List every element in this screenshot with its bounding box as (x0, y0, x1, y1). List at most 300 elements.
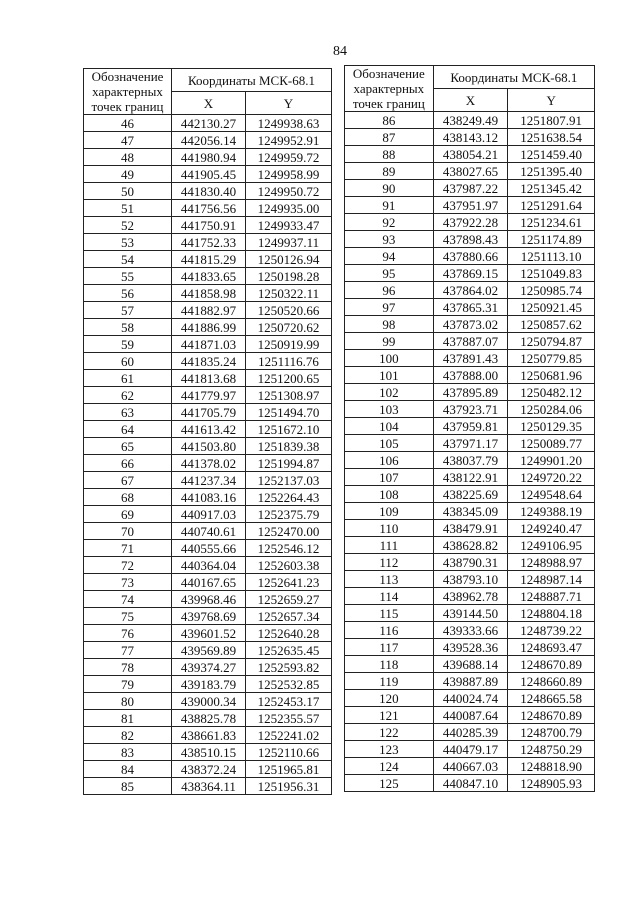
point-number-cell: 67 (84, 472, 172, 489)
y-coordinate-cell: 1248693.47 (508, 639, 595, 656)
point-number-cell: 47 (84, 132, 172, 149)
table-row (345, 707, 595, 724)
table-row (345, 197, 595, 214)
y-coordinate-cell: 1252241.02 (246, 727, 332, 744)
table-row (345, 299, 595, 316)
y-coordinate-cell: 1252593.82 (246, 659, 332, 676)
y-coordinate-cell: 1252546.12 (246, 540, 332, 557)
point-number-cell: 105 (345, 435, 434, 452)
point-header: Обозначение характерных точек границ (84, 69, 172, 115)
table-row (345, 503, 595, 520)
y-coordinate-cell: 1252264.43 (246, 489, 332, 506)
y-coordinate-cell: 1250129.35 (508, 418, 595, 435)
table-row (84, 778, 332, 795)
y-coordinate-cell: 1251839.38 (246, 438, 332, 455)
point-number-cell: 69 (84, 506, 172, 523)
coordinates-table-left (83, 68, 332, 795)
y-coordinate-cell: 1251672.10 (246, 421, 332, 438)
point-number-cell: 96 (345, 282, 434, 299)
point-number-cell: 70 (84, 523, 172, 540)
table-row (84, 438, 332, 455)
x-coordinate-cell: 438790.31 (433, 554, 508, 571)
x-coordinate-cell: 437987.22 (433, 180, 508, 197)
x-coordinate-cell: 441779.97 (172, 387, 246, 404)
table-row (345, 214, 595, 231)
point-number-cell: 90 (345, 180, 434, 197)
table-row (345, 571, 595, 588)
y-coordinate-cell: 1248818.90 (508, 758, 595, 775)
x-coordinate-cell: 437951.97 (433, 197, 508, 214)
y-coordinate-cell: 1251807.91 (508, 112, 595, 129)
x-coordinate-cell: 441378.02 (172, 455, 246, 472)
x-coordinate-cell: 440167.65 (172, 574, 246, 591)
table-row (345, 163, 595, 180)
point-number-cell: 113 (345, 571, 434, 588)
y-coordinate-cell: 1251638.54 (508, 129, 595, 146)
table-row (345, 758, 595, 775)
y-coordinate-cell: 1252657.34 (246, 608, 332, 625)
table-row (84, 608, 332, 625)
y-coordinate-cell: 1251116.76 (246, 353, 332, 370)
x-coordinate-cell: 440479.17 (433, 741, 508, 758)
y-coordinate-cell: 1251459.40 (508, 146, 595, 163)
y-coordinate-cell: 1248804.18 (508, 605, 595, 622)
y-coordinate-cell: 1248739.22 (508, 622, 595, 639)
x-coordinate-cell: 440847.10 (433, 775, 508, 792)
table-row (345, 605, 595, 622)
point-number-cell: 109 (345, 503, 434, 520)
table-row (84, 523, 332, 540)
point-number-cell: 83 (84, 744, 172, 761)
table-row (345, 129, 595, 146)
point-number-cell: 88 (345, 146, 434, 163)
table-row (84, 642, 332, 659)
y-coordinate-cell: 1250779.85 (508, 350, 595, 367)
y-coordinate-cell: 1251308.97 (246, 387, 332, 404)
table-row (84, 404, 332, 421)
y-coordinate-cell: 1251395.40 (508, 163, 595, 180)
x-coordinate-cell: 440740.61 (172, 523, 246, 540)
table-row (345, 282, 595, 299)
y-coordinate-cell: 1252355.57 (246, 710, 332, 727)
point-number-cell: 76 (84, 625, 172, 642)
x-coordinate-cell: 438364.11 (172, 778, 246, 795)
table-row (84, 625, 332, 642)
y-coordinate-cell: 1250520.66 (246, 302, 332, 319)
x-coordinate-cell: 441980.94 (172, 149, 246, 166)
x-coordinate-cell: 437873.02 (433, 316, 508, 333)
table-row (84, 251, 332, 268)
point-number-cell: 120 (345, 690, 434, 707)
y-coordinate-cell: 1249901.20 (508, 452, 595, 469)
point-number-cell: 122 (345, 724, 434, 741)
y-coordinate-cell: 1251291.64 (508, 197, 595, 214)
x-coordinate-cell: 441858.98 (172, 285, 246, 302)
y-header: Y (508, 89, 595, 112)
table-row (84, 710, 332, 727)
point-number-cell: 124 (345, 758, 434, 775)
x-coordinate-cell: 441503.80 (172, 438, 246, 455)
table-row (345, 367, 595, 384)
table-row (84, 268, 332, 285)
y-coordinate-cell: 1252603.38 (246, 557, 332, 574)
point-number-cell: 123 (345, 741, 434, 758)
table-row (345, 775, 595, 792)
table-row (345, 520, 595, 537)
y-coordinate-cell: 1250985.74 (508, 282, 595, 299)
y-coordinate-cell: 1251994.87 (246, 455, 332, 472)
point-number-cell: 114 (345, 588, 434, 605)
y-coordinate-cell: 1250919.99 (246, 336, 332, 353)
x-coordinate-cell: 438054.21 (433, 146, 508, 163)
y-coordinate-cell: 1249958.99 (246, 166, 332, 183)
y-coordinate-cell: 1248665.58 (508, 690, 595, 707)
x-coordinate-cell: 438225.69 (433, 486, 508, 503)
y-coordinate-cell: 1252532.85 (246, 676, 332, 693)
y-coordinate-cell: 1252453.17 (246, 693, 332, 710)
x-coordinate-cell: 437865.31 (433, 299, 508, 316)
x-coordinate-cell: 439183.79 (172, 676, 246, 693)
table-row (345, 639, 595, 656)
point-number-cell: 59 (84, 336, 172, 353)
x-coordinate-cell: 439887.89 (433, 673, 508, 690)
table-row (345, 588, 595, 605)
y-coordinate-cell: 1250322.11 (246, 285, 332, 302)
x-coordinate-cell: 438372.24 (172, 761, 246, 778)
x-coordinate-cell: 441083.16 (172, 489, 246, 506)
y-coordinate-cell: 1251345.42 (508, 180, 595, 197)
x-coordinate-cell: 438249.49 (433, 112, 508, 129)
point-number-cell: 64 (84, 421, 172, 438)
y-coordinate-cell: 1249959.72 (246, 149, 332, 166)
y-coordinate-cell: 1251113.10 (508, 248, 595, 265)
point-number-cell: 107 (345, 469, 434, 486)
point-number-cell: 121 (345, 707, 434, 724)
x-coordinate-cell: 442056.14 (172, 132, 246, 149)
point-number-cell: 49 (84, 166, 172, 183)
point-number-cell: 77 (84, 642, 172, 659)
point-number-cell: 100 (345, 350, 434, 367)
point-number-cell: 56 (84, 285, 172, 302)
point-number-cell: 110 (345, 520, 434, 537)
y-coordinate-cell: 1249938.63 (246, 115, 332, 132)
x-coordinate-cell: 441882.97 (172, 302, 246, 319)
x-coordinate-cell: 439768.69 (172, 608, 246, 625)
point-number-cell: 52 (84, 217, 172, 234)
x-coordinate-cell: 437888.00 (433, 367, 508, 384)
point-number-cell: 72 (84, 557, 172, 574)
y-coordinate-cell: 1251049.83 (508, 265, 595, 282)
point-number-cell: 115 (345, 605, 434, 622)
y-coordinate-cell: 1249950.72 (246, 183, 332, 200)
x-coordinate-cell: 438479.91 (433, 520, 508, 537)
point-number-cell: 78 (84, 659, 172, 676)
x-coordinate-cell: 437887.07 (433, 333, 508, 350)
table-row (84, 506, 332, 523)
point-number-cell: 53 (84, 234, 172, 251)
point-number-cell: 61 (84, 370, 172, 387)
table-row (345, 401, 595, 418)
x-coordinate-cell: 440555.66 (172, 540, 246, 557)
table-row (84, 234, 332, 251)
point-number-cell: 79 (84, 676, 172, 693)
point-number-cell: 68 (84, 489, 172, 506)
table-row (345, 673, 595, 690)
table-row (84, 336, 332, 353)
x-coordinate-cell: 437864.02 (433, 282, 508, 299)
x-coordinate-cell: 441752.33 (172, 234, 246, 251)
point-header: Обозначение характерных точек границ (345, 66, 434, 112)
y-coordinate-cell: 1249720.22 (508, 469, 595, 486)
x-coordinate-cell: 440364.04 (172, 557, 246, 574)
x-coordinate-cell: 438825.78 (172, 710, 246, 727)
table-row (345, 690, 595, 707)
y-coordinate-cell: 1252659.27 (246, 591, 332, 608)
table-row (84, 353, 332, 370)
point-number-cell: 51 (84, 200, 172, 217)
x-coordinate-cell: 438027.65 (433, 163, 508, 180)
y-coordinate-cell: 1248905.93 (508, 775, 595, 792)
point-number-cell: 95 (345, 265, 434, 282)
table-row (345, 622, 595, 639)
table-row (345, 146, 595, 163)
x-coordinate-cell: 437959.81 (433, 418, 508, 435)
y-coordinate-cell: 1252470.00 (246, 523, 332, 540)
y-coordinate-cell: 1252635.45 (246, 642, 332, 659)
table-row (84, 472, 332, 489)
x-coordinate-cell: 439000.34 (172, 693, 246, 710)
y-coordinate-cell: 1249933.47 (246, 217, 332, 234)
table-row (84, 676, 332, 693)
table-row (84, 319, 332, 336)
point-number-cell: 91 (345, 197, 434, 214)
point-number-cell: 82 (84, 727, 172, 744)
point-number-cell: 99 (345, 333, 434, 350)
table-row (84, 727, 332, 744)
x-coordinate-cell: 441750.91 (172, 217, 246, 234)
table-row (345, 333, 595, 350)
y-coordinate-cell: 1250482.12 (508, 384, 595, 401)
point-number-cell: 111 (345, 537, 434, 554)
coords-header: Координаты МСК-68.1 (172, 69, 332, 92)
y-coordinate-cell: 1248750.29 (508, 741, 595, 758)
point-number-cell: 117 (345, 639, 434, 656)
x-coordinate-cell: 441833.65 (172, 268, 246, 285)
y-coordinate-cell: 1249388.19 (508, 503, 595, 520)
table-row (345, 265, 595, 282)
table-row (84, 149, 332, 166)
x-coordinate-cell: 439528.36 (433, 639, 508, 656)
y-coordinate-cell: 1250126.94 (246, 251, 332, 268)
y-coordinate-cell: 1252110.66 (246, 744, 332, 761)
y-coordinate-cell: 1248887.71 (508, 588, 595, 605)
x-coordinate-cell: 438143.12 (433, 129, 508, 146)
x-header: X (172, 92, 246, 115)
table-row (84, 489, 332, 506)
point-number-cell: 55 (84, 268, 172, 285)
y-coordinate-cell: 1250198.28 (246, 268, 332, 285)
point-number-cell: 119 (345, 673, 434, 690)
table-row (84, 455, 332, 472)
point-number-cell: 87 (345, 129, 434, 146)
y-coordinate-cell: 1248670.89 (508, 707, 595, 724)
y-coordinate-cell: 1250681.96 (508, 367, 595, 384)
y-coordinate-cell: 1251200.65 (246, 370, 332, 387)
x-coordinate-cell: 439688.14 (433, 656, 508, 673)
x-coordinate-cell: 437895.89 (433, 384, 508, 401)
x-coordinate-cell: 440667.03 (433, 758, 508, 775)
x-coordinate-cell: 441835.24 (172, 353, 246, 370)
y-coordinate-cell: 1249240.47 (508, 520, 595, 537)
x-coordinate-cell: 441756.56 (172, 200, 246, 217)
table-row (84, 115, 332, 132)
table-row (345, 350, 595, 367)
point-number-cell: 81 (84, 710, 172, 727)
point-number-cell: 75 (84, 608, 172, 625)
coords-header: Координаты МСК-68.1 (433, 66, 594, 89)
x-coordinate-cell: 439968.46 (172, 591, 246, 608)
x-coordinate-cell: 439374.27 (172, 659, 246, 676)
y-coordinate-cell: 1248987.14 (508, 571, 595, 588)
x-coordinate-cell: 438962.78 (433, 588, 508, 605)
point-number-cell: 98 (345, 316, 434, 333)
x-coordinate-cell: 441871.03 (172, 336, 246, 353)
point-number-cell: 112 (345, 554, 434, 571)
table-row (84, 693, 332, 710)
y-coordinate-cell: 1251494.70 (246, 404, 332, 421)
x-coordinate-cell: 441905.45 (172, 166, 246, 183)
table-row (345, 435, 595, 452)
point-number-cell: 54 (84, 251, 172, 268)
table-row (345, 384, 595, 401)
point-number-cell: 62 (84, 387, 172, 404)
y-coordinate-cell: 1251965.81 (246, 761, 332, 778)
y-coordinate-cell: 1252137.03 (246, 472, 332, 489)
point-number-cell: 73 (84, 574, 172, 591)
x-coordinate-cell: 437971.17 (433, 435, 508, 452)
table-row (345, 469, 595, 486)
x-coordinate-cell: 440087.64 (433, 707, 508, 724)
table-row (345, 112, 595, 129)
x-coordinate-cell: 441705.79 (172, 404, 246, 421)
x-coordinate-cell: 439333.66 (433, 622, 508, 639)
point-number-cell: 80 (84, 693, 172, 710)
point-number-cell: 66 (84, 455, 172, 472)
y-coordinate-cell: 1252375.79 (246, 506, 332, 523)
point-number-cell: 86 (345, 112, 434, 129)
point-number-cell: 48 (84, 149, 172, 166)
x-coordinate-cell: 441613.42 (172, 421, 246, 438)
x-coordinate-cell: 438122.91 (433, 469, 508, 486)
table-row (84, 200, 332, 217)
y-coordinate-cell: 1249935.00 (246, 200, 332, 217)
table-row (84, 285, 332, 302)
x-coordinate-cell: 437898.43 (433, 231, 508, 248)
table-row (345, 554, 595, 571)
y-coordinate-cell: 1248670.89 (508, 656, 595, 673)
table-row (84, 540, 332, 557)
point-number-cell: 94 (345, 248, 434, 265)
y-coordinate-cell: 1248660.89 (508, 673, 595, 690)
point-number-cell: 60 (84, 353, 172, 370)
x-header: X (433, 89, 508, 112)
point-number-cell: 46 (84, 115, 172, 132)
point-number-cell: 97 (345, 299, 434, 316)
point-number-cell: 108 (345, 486, 434, 503)
y-coordinate-cell: 1249937.11 (246, 234, 332, 251)
y-header: Y (246, 92, 332, 115)
y-coordinate-cell: 1251234.61 (508, 214, 595, 231)
page-number: 84 (333, 44, 347, 59)
x-coordinate-cell: 440285.39 (433, 724, 508, 741)
y-coordinate-cell: 1250921.45 (508, 299, 595, 316)
y-coordinate-cell: 1252640.28 (246, 625, 332, 642)
table-row (84, 761, 332, 778)
x-coordinate-cell: 441815.29 (172, 251, 246, 268)
x-coordinate-cell: 438628.82 (433, 537, 508, 554)
point-number-cell: 103 (345, 401, 434, 418)
y-coordinate-cell: 1249106.95 (508, 537, 595, 554)
table-row (345, 452, 595, 469)
y-coordinate-cell: 1250857.62 (508, 316, 595, 333)
table-row (345, 316, 595, 333)
x-coordinate-cell: 437891.43 (433, 350, 508, 367)
y-coordinate-cell: 1251956.31 (246, 778, 332, 795)
point-number-cell: 104 (345, 418, 434, 435)
x-coordinate-cell: 441886.99 (172, 319, 246, 336)
x-coordinate-cell: 438037.79 (433, 452, 508, 469)
x-coordinate-cell: 439601.52 (172, 625, 246, 642)
table-row (345, 656, 595, 673)
table-row (345, 180, 595, 197)
table-row (84, 217, 332, 234)
table-row (345, 741, 595, 758)
table-row (84, 132, 332, 149)
point-number-cell: 106 (345, 452, 434, 469)
x-coordinate-cell: 439144.50 (433, 605, 508, 622)
y-coordinate-cell: 1249952.91 (246, 132, 332, 149)
point-number-cell: 65 (84, 438, 172, 455)
x-coordinate-cell: 441237.34 (172, 472, 246, 489)
x-coordinate-cell: 437922.28 (433, 214, 508, 231)
point-number-cell: 74 (84, 591, 172, 608)
point-number-cell: 116 (345, 622, 434, 639)
table-row (84, 370, 332, 387)
table-row (84, 557, 332, 574)
y-coordinate-cell: 1248700.79 (508, 724, 595, 741)
table-body-left (84, 115, 332, 795)
table-row (345, 248, 595, 265)
x-coordinate-cell: 442130.27 (172, 115, 246, 132)
point-number-cell: 63 (84, 404, 172, 421)
x-coordinate-cell: 439569.89 (172, 642, 246, 659)
table-row (84, 659, 332, 676)
table-row (84, 387, 332, 404)
y-coordinate-cell: 1250720.62 (246, 319, 332, 336)
point-number-cell: 50 (84, 183, 172, 200)
coordinates-table-right (344, 65, 595, 792)
point-number-cell: 89 (345, 163, 434, 180)
table-row (84, 166, 332, 183)
x-coordinate-cell: 440024.74 (433, 690, 508, 707)
point-number-cell: 85 (84, 778, 172, 795)
point-number-cell: 102 (345, 384, 434, 401)
point-number-cell: 93 (345, 231, 434, 248)
y-coordinate-cell: 1250794.87 (508, 333, 595, 350)
point-number-cell: 71 (84, 540, 172, 557)
point-number-cell: 92 (345, 214, 434, 231)
x-coordinate-cell: 437869.15 (433, 265, 508, 282)
